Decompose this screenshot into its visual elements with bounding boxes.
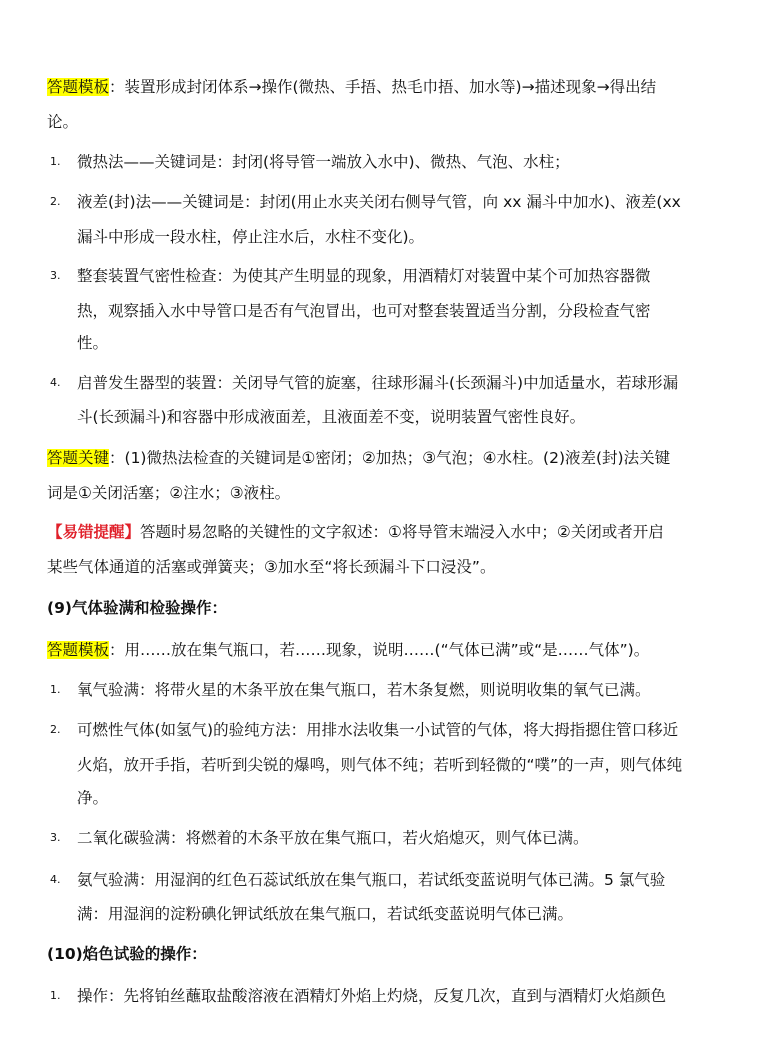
list-item-text: 氨气验满：用湿润的红色石蕊试纸放在集气瓶口，若试纸变蓝说明气体已满。5 氯气验 xyxy=(77,871,666,889)
list-item-text: 净。 xyxy=(77,789,109,807)
template-paragraph-2 xyxy=(47,640,649,660)
template-text: ：装置形成封闭体系→操作(微热、手捂、热毛巾捂、加水等)→描述现象→得出结 xyxy=(109,78,657,96)
warning-paragraph-cont: 某些气体通道的活塞或弹簧夹；③加水至“将长颈漏斗下口浸没”。 xyxy=(47,558,496,576)
list-number: 3. xyxy=(50,269,61,282)
list-number: 3. xyxy=(50,831,61,844)
section-heading-10: (10)焰色试验的操作： xyxy=(47,945,207,963)
list-item-text: 操作：先将铂丝蘸取盐酸溶液在酒精灯外焰上灼烧，反复几次，直到与酒精灯火焰颜色 xyxy=(77,987,667,1005)
warning-text: 答题时易忽略的关键性的文字叙述：①将导管末端浸入水中；②关闭或者开启 xyxy=(140,523,664,541)
list-item-text: 斗(长颈漏斗)和容器中形成液面差，且液面差不变，说明装置气密性良好。 xyxy=(77,408,586,426)
list-item-text: 启普发生器型的装置：关闭导气管的旋塞，往球形漏斗(长颈漏斗)中加适量水，若球形漏 xyxy=(77,374,679,392)
list-item-text: 漏斗中形成一段水柱，停止注水后，水柱不变化)。 xyxy=(77,228,425,246)
warning-paragraph xyxy=(47,522,664,542)
list-item-text: 二氧化碳验满：将燃着的木条平放在集气瓶口，若火焰熄灭，则气体已满。 xyxy=(77,829,589,847)
template-label: 答题模板 xyxy=(47,78,110,96)
template-paragraph xyxy=(47,77,656,97)
list-item-text: 满：用湿润的淀粉碘化钾试纸放在集气瓶口，若试纸变蓝说明气体已满。 xyxy=(77,905,574,923)
list-item-text: 热，观察插入水中导管口是否有气泡冒出，也可对整套装置适当分割，分段检查气密 xyxy=(77,302,651,320)
list-item-text: 整套装置气密性检查：为使其产生明显的现象，用酒精灯对装置中某个可加热容器微 xyxy=(77,267,651,285)
warning-label: 【易错提醒】 xyxy=(47,523,141,541)
list-number: 4. xyxy=(50,873,61,886)
list-number: 2. xyxy=(50,723,61,736)
list-number: 1. xyxy=(50,155,61,168)
template-text-2: ：用……放在集气瓶口，若……现象，说明……(“气体已满”或“是……气体”)。 xyxy=(109,641,650,659)
key-text: ：(1)微热法检查的关键词是①密闭；②加热；③气泡；④水柱。(2)液差(封)法关键 xyxy=(109,449,671,467)
list-number: 1. xyxy=(50,683,61,696)
list-number: 2. xyxy=(50,195,61,208)
list-item-text: 火焰，放开手指，若听到尖锐的爆鸣，则气体不纯；若听到轻微的“噗”的一声，则气体纯 xyxy=(77,756,683,774)
key-paragraph-cont: 词是①关闭活塞；②注水；③液柱。 xyxy=(47,484,291,502)
list-item-text: 氧气验满：将带火星的木条平放在集气瓶口，若木条复燃，则说明收集的氧气已满。 xyxy=(77,681,651,699)
list-item-text: 液差(封)法——关键词是：封闭(用止水夹关闭右侧导气管，向 xx 漏斗中加水)、液差(xx xyxy=(77,193,681,211)
template-paragraph-cont: 论。 xyxy=(47,113,79,131)
key-label: 答题关键 xyxy=(47,449,110,467)
key-paragraph xyxy=(47,448,670,468)
list-item-text: 可燃性气体(如氢气)的验纯方法：用排水法收集一小试管的气体，将大拇指摁住管口移近 xyxy=(77,721,679,739)
list-item-text: 微热法——关键词是：封闭(将导管一端放入水中)、微热、气泡、水柱； xyxy=(77,153,570,171)
list-number: 1. xyxy=(50,989,61,1002)
list-item-text: 性。 xyxy=(77,334,109,352)
section-heading-9: (9)气体验满和检验操作： xyxy=(47,599,227,617)
list-number: 4. xyxy=(50,376,61,389)
template-label-2: 答题模板 xyxy=(47,641,110,659)
